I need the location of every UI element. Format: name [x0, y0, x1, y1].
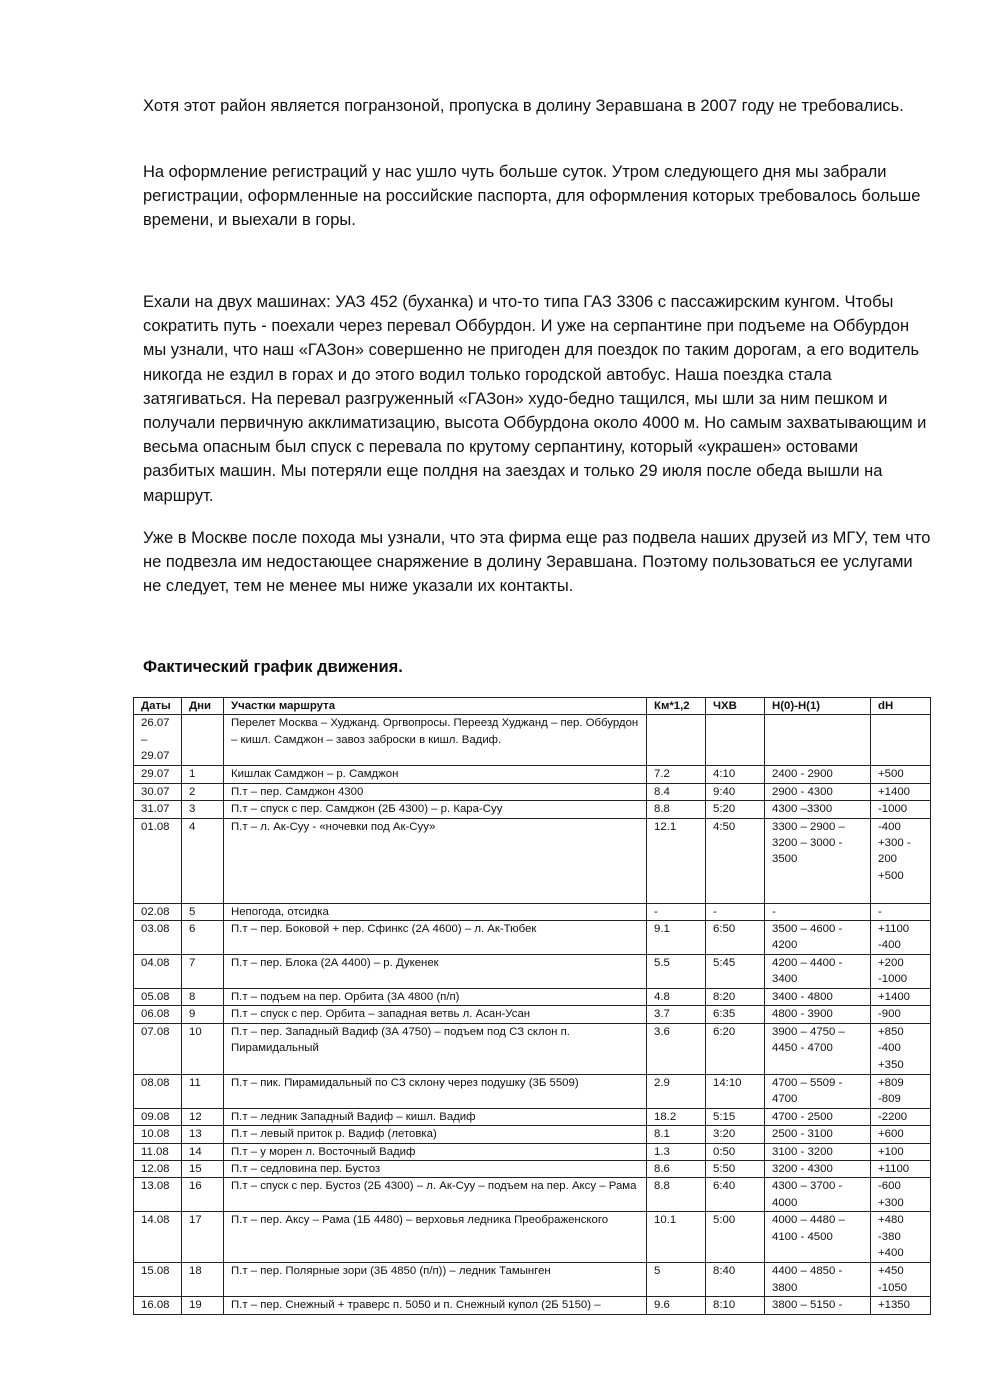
cell-km — [647, 715, 706, 766]
cell-route: Кишлак Самджон – р. Самджон — [224, 766, 647, 783]
cell-date: 11.08 — [134, 1143, 182, 1160]
cell-dh: +1350 — [871, 1297, 931, 1314]
cell-time: 5:20 — [706, 801, 765, 818]
cell-dh: -400 +300 - 200 +500 — [871, 818, 931, 903]
cell-dh: -2200 — [871, 1108, 931, 1125]
cell-time: 9:40 — [706, 783, 765, 800]
table-row — [134, 1297, 931, 1314]
cell-height: 4700 – 5509 - 4700 — [765, 1074, 871, 1108]
cell-date: 29.07 — [134, 766, 182, 783]
cell-km: 9.1 — [647, 921, 706, 955]
cell-date: 09.08 — [134, 1108, 182, 1125]
table-row — [134, 1108, 931, 1125]
header-km: Км*1,2 — [647, 698, 706, 715]
cell-day: 2 — [182, 783, 224, 800]
table-row — [134, 1074, 931, 1108]
table-row — [134, 1023, 931, 1074]
cell-dh — [871, 715, 931, 766]
cell-km: 9.6 — [647, 1297, 706, 1314]
cell-day: 19 — [182, 1297, 224, 1314]
cell-date: 04.08 — [134, 955, 182, 989]
cell-km: 1.3 — [647, 1143, 706, 1160]
table-row — [134, 783, 931, 800]
cell-height: 4200 – 4400 - 3400 — [765, 955, 871, 989]
cell-time: 8:10 — [706, 1297, 765, 1314]
paragraph-company: Уже в Москве после похода мы узнали, что эта фирма еще раз подвела наших друзей из МГУ, тем что не подвезла им недостающее снаряжение в долину Зеравшана. Поэтому пользоваться ее услугами не следует, тем не менее мы ниже указали их контакты. — [143, 529, 931, 596]
section-title: Фактический график движения. — [143, 658, 403, 676]
cell-height: 3400 - 4800 — [765, 989, 871, 1006]
cell-day: 16 — [182, 1178, 224, 1212]
cell-day: 15 — [182, 1161, 224, 1178]
cell-height: 4700 - 2500 — [765, 1108, 871, 1125]
cell-date: 13.08 — [134, 1178, 182, 1212]
cell-route: П.т – пер. Западный Вадиф (3А 4750) – подъем под СЗ склон п. Пирамидальный — [224, 1023, 647, 1074]
cell-day: 1 — [182, 766, 224, 783]
header-date: Даты — [134, 698, 182, 715]
cell-height: 3800 – 5150 - — [765, 1297, 871, 1314]
cell-time: 8:40 — [706, 1263, 765, 1297]
cell-time: 6:35 — [706, 1006, 765, 1023]
cell-km: 8.1 — [647, 1126, 706, 1143]
cell-height: 2900 - 4300 — [765, 783, 871, 800]
cell-route: П.т – пер. Полярные зори (3Б 4850 (п/п)) – ледник Тамынген — [224, 1263, 647, 1297]
cell-dh: -900 — [871, 1006, 931, 1023]
cell-km: 8.6 — [647, 1161, 706, 1178]
cell-day: 14 — [182, 1143, 224, 1160]
cell-day: 17 — [182, 1212, 224, 1263]
paragraph-registration: На оформление регистраций у нас ушло чуть больше суток. Утром следующего дня мы забрали регистрации, оформленные на российские паспорта, для оформления которых требовалось больше времени, и выехали в горы. — [143, 163, 921, 230]
cell-dh: +480 -380 +400 — [871, 1212, 931, 1263]
cell-height: 4300 – 3700 - 4000 — [765, 1178, 871, 1212]
cell-height: 4300 –3300 — [765, 801, 871, 818]
cell-day: 11 — [182, 1074, 224, 1108]
cell-dh: +100 — [871, 1143, 931, 1160]
cell-route: П.т – пер. Аксу – Рама (1Б 4480) – верховья ледника Преображенского — [224, 1212, 647, 1263]
cell-height: 2400 - 2900 — [765, 766, 871, 783]
table-row — [134, 1161, 931, 1178]
cell-km: 3.6 — [647, 1023, 706, 1074]
header-height: H(0)-H(1) — [765, 698, 871, 715]
cell-dh: +850 -400 +350 — [871, 1023, 931, 1074]
cell-route: П.т – л. Ак-Суу - «ночевки под Ак-Суу» — [224, 818, 647, 903]
cell-date: 10.08 — [134, 1126, 182, 1143]
table-row — [134, 1143, 931, 1160]
cell-route: П.т – спуск с пер. Орбита – западная ветвь л. Асан-Усан — [224, 1006, 647, 1023]
cell-dh: -600 +300 — [871, 1178, 931, 1212]
cell-date: 07.08 — [134, 1023, 182, 1074]
cell-time: 14:10 — [706, 1074, 765, 1108]
cell-time: 4:50 — [706, 818, 765, 903]
table-row — [134, 766, 931, 783]
table-row — [134, 1006, 931, 1023]
cell-route: П.т – седловина пер. Бустоз — [224, 1161, 647, 1178]
table-row — [134, 1178, 931, 1212]
table-row — [134, 903, 931, 920]
cell-height: 3300 – 2900 – 3200 – 3000 - 3500 — [765, 818, 871, 903]
paragraph-transport: Ехали на двух машинах: УАЗ 452 (буханка) и что-то типа ГАЗ 3306 с пассажирским кунгом. Чтобы сократить путь - поехали через перевал Оббурдон. И уже на серпантине при подъеме на Оббурдон мы узнали, что наш «ГАЗон» совершенно не пригоден для поездок по таким дорогам, а его водитель никогда не ездил в горах и до этого водил только городской автобус. Наша поездка стала затягиваться. На перевал разгруженный «ГАЗон» худо-бедно тащился, мы шли за ним пешком и получали первичную акклиматизацию, высота Оббурдона около 4000 м. Но самым захватывающим и весьма опасным был спуск с перевала по крутому серпантину, который «украшен» остовами разбитых машин. Мы потеряли еще полдня на заездах и только 29 июля после обеда вышли на маршрут. — [143, 293, 927, 505]
cell-km: 18.2 — [647, 1108, 706, 1125]
cell-day: 4 — [182, 818, 224, 903]
table-row — [134, 989, 931, 1006]
cell-time: 3:20 — [706, 1126, 765, 1143]
cell-date: 15.08 — [134, 1263, 182, 1297]
header-day: Дни — [182, 698, 224, 715]
cell-dh: +1400 — [871, 783, 931, 800]
cell-day: 8 — [182, 989, 224, 1006]
table-row — [134, 818, 931, 903]
cell-km: 8.4 — [647, 783, 706, 800]
cell-date: 14.08 — [134, 1212, 182, 1263]
cell-time: 5:45 — [706, 955, 765, 989]
cell-height: 3100 - 3200 — [765, 1143, 871, 1160]
cell-date: 30.07 — [134, 783, 182, 800]
cell-date: 08.08 — [134, 1074, 182, 1108]
cell-km: 5 — [647, 1263, 706, 1297]
table-row — [134, 715, 931, 766]
cell-day: 9 — [182, 1006, 224, 1023]
schedule-table — [133, 697, 931, 1315]
cell-day: 10 — [182, 1023, 224, 1074]
cell-time: 8:20 — [706, 989, 765, 1006]
cell-route: П.т – пер. Блока (2А 4400) – р. Дукенек — [224, 955, 647, 989]
cell-dh: +600 — [871, 1126, 931, 1143]
cell-km: 3.7 — [647, 1006, 706, 1023]
cell-route: П.т – пер. Боковой + пер. Сфинкс (2А 4600) – л. Ак-Тюбек — [224, 921, 647, 955]
cell-date: 26.07 – 29.07 — [134, 715, 182, 766]
table-header-row — [134, 698, 931, 715]
cell-day: 18 — [182, 1263, 224, 1297]
cell-height: 2500 - 3100 — [765, 1126, 871, 1143]
cell-day: 7 — [182, 955, 224, 989]
cell-height — [765, 715, 871, 766]
cell-route: Непогода, отсидка — [224, 903, 647, 920]
cell-route: П.т – спуск с пер. Самджон (2Б 4300) – р. Кара-Суу — [224, 801, 647, 818]
cell-time: 4:10 — [706, 766, 765, 783]
table-row — [134, 801, 931, 818]
cell-route: П.т – ледник Западный Вадиф – кишл. Вадиф — [224, 1108, 647, 1125]
cell-km: 8.8 — [647, 1178, 706, 1212]
cell-time: - — [706, 903, 765, 920]
cell-date: 31.07 — [134, 801, 182, 818]
cell-date: 16.08 — [134, 1297, 182, 1314]
cell-height: 4800 - 3900 — [765, 1006, 871, 1023]
cell-route: П.т – пик. Пирамидальный по СЗ склону через подушку (3Б 5509) — [224, 1074, 647, 1108]
cell-date: 03.08 — [134, 921, 182, 955]
cell-day: 5 — [182, 903, 224, 920]
cell-route: П.т – пер. Самджон 4300 — [224, 783, 647, 800]
cell-time: 6:40 — [706, 1178, 765, 1212]
cell-km: 2.9 — [647, 1074, 706, 1108]
cell-km: 4.8 — [647, 989, 706, 1006]
cell-route: П.т – у морен л. Восточный Вадиф — [224, 1143, 647, 1160]
cell-date: 02.08 — [134, 903, 182, 920]
cell-dh: +450 -1050 — [871, 1263, 931, 1297]
cell-route: П.т – спуск с пер. Бустоз (2Б 4300) – л. Ак-Суу – подъем на пер. Аксу – Рама — [224, 1178, 647, 1212]
cell-time — [706, 715, 765, 766]
cell-dh: -1000 — [871, 801, 931, 818]
cell-dh: +809 -809 — [871, 1074, 931, 1108]
cell-dh: +500 — [871, 766, 931, 783]
cell-route: П.т – подъем на пер. Орбита (3А 4800 (п/п) — [224, 989, 647, 1006]
header-route: Участки маршрута — [224, 698, 647, 715]
cell-route: П.т – пер. Снежный + траверс п. 5050 и п. Снежный купол (2Б 5150) – — [224, 1297, 647, 1314]
cell-date: 06.08 — [134, 1006, 182, 1023]
cell-height: 4400 – 4850 - 3800 — [765, 1263, 871, 1297]
cell-route: Перелет Москва – Худжанд. Оргвопросы. Переезд Худжанд – пер. Оббурдон – кишл. Самджон – завоз заброски в кишл. Вадиф. — [224, 715, 647, 766]
cell-day — [182, 715, 224, 766]
cell-dh: +200 -1000 — [871, 955, 931, 989]
cell-day: 3 — [182, 801, 224, 818]
cell-route: П.т – левый приток р. Вадиф (летовка) — [224, 1126, 647, 1143]
cell-time: 0:50 — [706, 1143, 765, 1160]
cell-height: 3200 - 4300 — [765, 1161, 871, 1178]
cell-km: 7.2 — [647, 766, 706, 783]
cell-dh: - — [871, 903, 931, 920]
cell-time: 6:50 — [706, 921, 765, 955]
cell-km: 5.5 — [647, 955, 706, 989]
cell-dh: +1100 — [871, 1161, 931, 1178]
cell-dh: +1400 — [871, 989, 931, 1006]
cell-height: - — [765, 903, 871, 920]
cell-dh: +1100 -400 — [871, 921, 931, 955]
cell-day: 6 — [182, 921, 224, 955]
cell-time: 6:20 — [706, 1023, 765, 1074]
cell-date: 01.08 — [134, 818, 182, 903]
paragraph-permits: Хотя этот район является погранзоной, пропуска в долину Зеравшана в 2007 году не требовались. — [143, 97, 904, 115]
cell-height: 3500 – 4600 - 4200 — [765, 921, 871, 955]
cell-height: 3900 – 4750 – 4450 - 4700 — [765, 1023, 871, 1074]
cell-date: 05.08 — [134, 989, 182, 1006]
table-row — [134, 1212, 931, 1263]
header-dh: dH — [871, 698, 931, 715]
cell-time: 5:15 — [706, 1108, 765, 1125]
cell-height: 4000 – 4480 – 4100 - 4500 — [765, 1212, 871, 1263]
table-row — [134, 921, 931, 955]
table-row — [134, 1263, 931, 1297]
table-row — [134, 955, 931, 989]
cell-date: 12.08 — [134, 1161, 182, 1178]
cell-day: 13 — [182, 1126, 224, 1143]
cell-time: 5:00 — [706, 1212, 765, 1263]
cell-km: 8.8 — [647, 801, 706, 818]
table-row — [134, 1126, 931, 1143]
cell-km: 12.1 — [647, 818, 706, 903]
cell-time: 5:50 — [706, 1161, 765, 1178]
cell-day: 12 — [182, 1108, 224, 1125]
header-time: ЧХВ — [706, 698, 765, 715]
cell-km: 10.1 — [647, 1212, 706, 1263]
cell-km: - — [647, 903, 706, 920]
table-body — [134, 715, 931, 1314]
